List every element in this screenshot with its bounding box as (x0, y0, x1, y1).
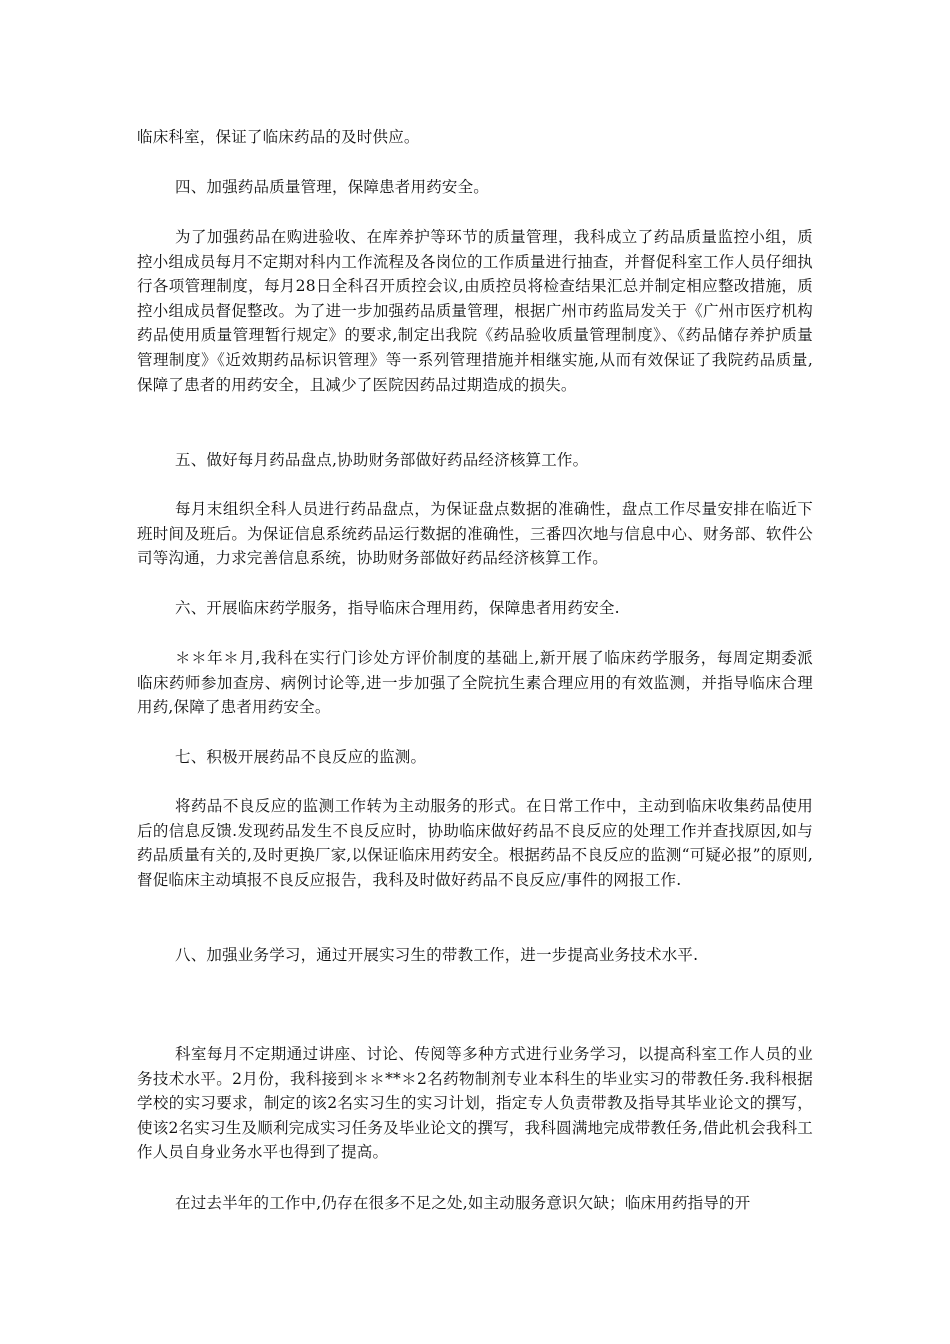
paragraph-continuation: 临床科室，保证了临床药品的及时供应。 (137, 128, 420, 146)
section-heading-6: 六、开展临床药学服务，指导临床合理用药，保障患者用药安全. (175, 599, 620, 617)
paragraph-adverse-reaction: 将药品不良反应的监测工作转为主动服务的形式。在日常工作中，主动到临床收集药品使用后的信息反馈.发现药品发生不良反应时，协助临床做好药品不良反应的处理工作并查找原因,如与药品质量有关的,及时更换厂家,以保证临床用药安全。根据药品不良反应的监测“可疑必报”的原则,督促临床主动填报不良反应报告，我科及时做好药品不良反应/事件的网报工作. (137, 797, 813, 889)
paragraph-quality-management: 为了加强药品在购进验收、在库养护等环节的质量管理，我科成立了药品质量监控小组，质控小组成员每月不定期对科内工作流程及各岗位的工作质量进行抽查，并督促科室工作人员仔细执行各项管理制度，每月28日全科召开质控会议,由质控员将检查结果汇总并制定相应整改措施，质控小组成员督促整改。为了进一步加强药品质量管理，根据广州市药监局发关于《广州市医疗机构药品使用质量管理暂行规定》的要求,制定出我院《药品验收质量管理制度》、《药品储存养护质量管理制度》《近效期药品标识管理》等一系列管理措施并相继实施,从而有效保证了我院药品质量,保障了患者的用药安全，且减少了医院因药品过期造成的损失。 (137, 228, 813, 394)
section-heading-5: 五、做好每月药品盘点,协助财务部做好药品经济核算工作。 (175, 451, 589, 469)
paragraph-training: 科室每月不定期通过讲座、讨论、传阅等多种方式进行业务学习，以提高科室工作人员的业务技术水平。2月份，我科接到＊＊**＊2名药物制剂专业本科生的毕业实习的带教任务.我科根据学校的实习要求，制定的该2名实习生的实习计划，指定专人负责带教及指导其毕业论文的撰写，使该2名实习生及顺利完成实习任务及毕业论文的撰写，我科圆满地完成带教任务,借此机会我科工作人员自身业务水平也得到了提高。 (137, 1045, 813, 1162)
paragraph-inventory: 每月末组织全科人员进行药品盘点，为保证盘点数据的准确性，盘点工作尽量安排在临近下班时间及班后。为保证信息系统药品运行数据的准确性，三番四次地与信息中心、财务部、软件公司等沟通，力求完善信息系统，协助财务部做好药品经济核算工作。 (137, 500, 813, 568)
section-heading-8: 八、加强业务学习，通过开展实习生的带教工作，进一步提高业务技术水平. (175, 946, 699, 964)
section-heading-4: 四、加强药品质量管理，保障患者用药安全。 (175, 178, 490, 196)
section-heading-7: 七、积极开展药品不良反应的监测。 (175, 748, 427, 766)
paragraph-shortcomings: 在过去半年的工作中,仍存在很多不足之处,如主动服务意识欠缺；临床用药指导的开 (175, 1194, 751, 1212)
paragraph-clinical-pharmacy: ＊＊年＊月,我科在实行门诊处方评价制度的基础上,新开展了临床药学服务，每周定期委派临床药师参加查房、病例讨论等,进一步加强了全院抗生素合理应用的有效监测，并指导临床合理用药,保障了患者用药安全。 (137, 649, 813, 717)
